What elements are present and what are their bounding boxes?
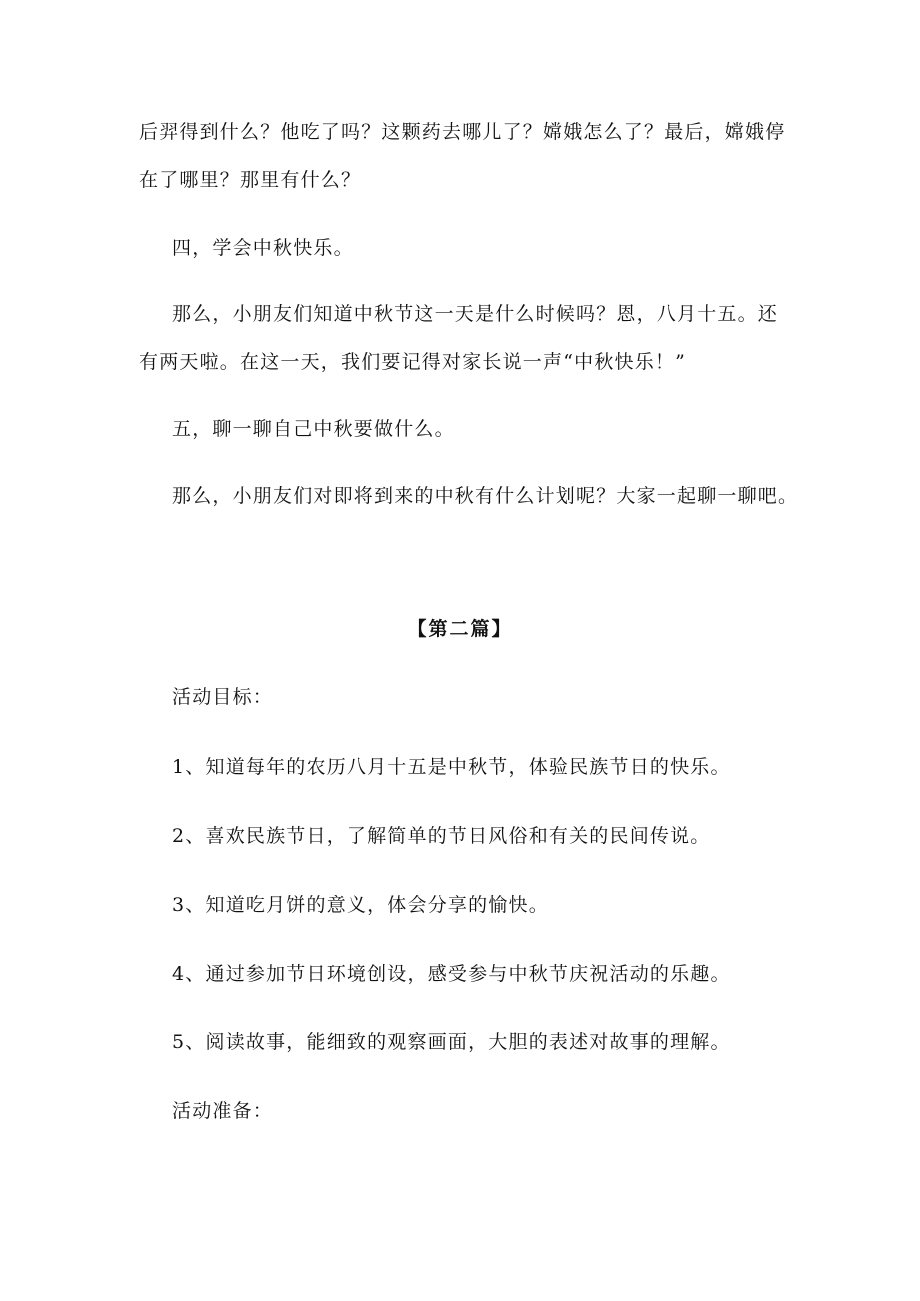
paragraph-line: 那么，小朋友们知道中秋节这一天是什么时候吗？恩，八月十五。还	[172, 303, 779, 325]
preparation-label: 活动准备：	[172, 1100, 274, 1122]
part-title: 【第二篇】	[407, 618, 513, 640]
goal-item: 5、阅读故事，能细致的观察画面，大胆的表述对故事的理解。	[172, 1031, 731, 1053]
goals-label: 活动目标：	[172, 686, 274, 708]
paragraph-line: 后羿得到什么？他吃了吗？这颗药去哪儿了？嫦娥怎么了？最后，嫦娥停	[139, 121, 786, 143]
section-heading-4: 四，学会中秋快乐。	[172, 237, 354, 259]
paragraph-line: 在了哪里？那里有什么？	[139, 169, 362, 191]
goal-item: 1、知道每年的农历八月十五是中秋节，体验民族节日的快乐。	[172, 756, 731, 778]
section-heading-5: 五，聊一聊自己中秋要做什么。	[172, 418, 455, 440]
goal-item: 4、通过参加节日环境创设，感受参与中秋节庆祝活动的乐趣。	[172, 963, 731, 985]
goal-item: 3、知道吃月饼的意义，体会分享的愉快。	[172, 894, 549, 916]
goal-item: 2、喜欢民族节日，了解简单的节日风俗和有关的民间传说。	[172, 825, 711, 847]
paragraph-line: 有两天啦。在这一天，我们要记得对家长说一声“中秋快乐！”	[139, 351, 687, 373]
paragraph-line: 那么，小朋友们对即将到来的中秋有什么计划呢？大家一起聊一聊吧。	[172, 485, 799, 507]
